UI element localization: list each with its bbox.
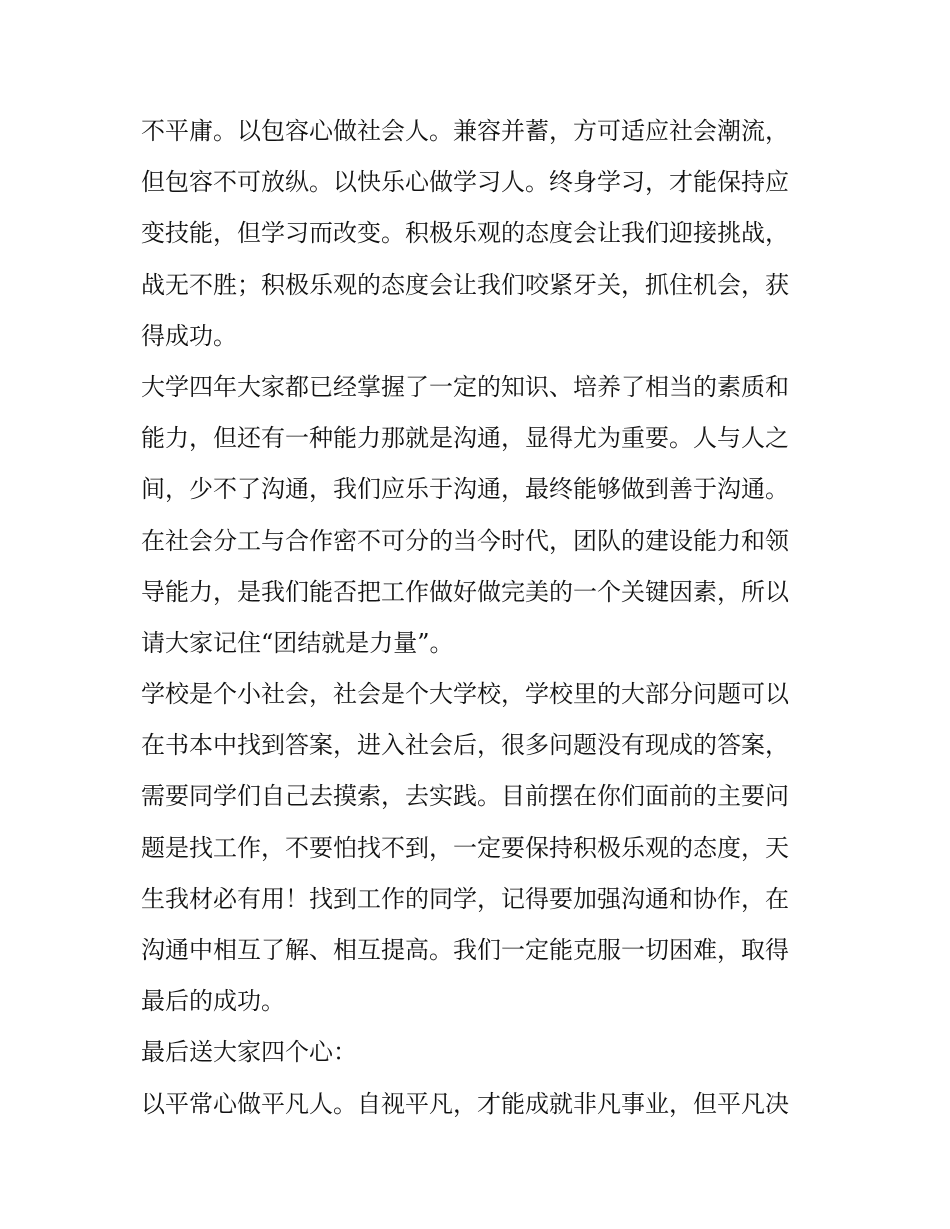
text-line: 不平庸。以包容心做社会人。兼容并蓄，方可适应社会潮流，: [141, 117, 789, 145]
document-body: [141, 106, 821, 1130]
text-line: 大学四年大家都已经掌握了一定的知识、培养了相当的素质和: [141, 372, 789, 401]
text-line: 生我材必有用！找到工作的同学，记得要加强沟通和协作，在: [141, 884, 789, 913]
text-line: 最后送大家四个心：: [141, 1038, 357, 1067]
text-line: 在书本中找到答案，进入社会后，很多问题没有现成的答案，: [141, 731, 789, 760]
text-line: 在社会分工与合作密不可分的当今时代，团队的建设能力和领: [141, 526, 789, 555]
text-line: 请大家记住“团结就是力量”。: [141, 628, 454, 657]
text-line: 得成功。: [141, 321, 237, 350]
text-line: 学校是个小社会，社会是个大学校，学校里的大部分问题可以: [141, 680, 789, 709]
text-line: 最后的成功。: [141, 987, 285, 1016]
text-line: 变技能，但学习而改变。积极乐观的态度会让我们迎接挑战，: [141, 219, 789, 248]
text-line: 间，少不了沟通，我们应乐于沟通，最终能够做到善于沟通。: [141, 475, 789, 504]
text-line: 战无不胜；积极乐观的态度会让我们咬紧牙关，抓住机会，获: [141, 270, 789, 299]
text-line: 能力，但还有一种能力那就是沟通，显得尤为重要。人与人之: [141, 424, 789, 453]
text-line: 需要同学们自己去摸索，去实践。目前摆在你们面前的主要问: [141, 782, 789, 811]
text-line: 以平常心做平凡人。自视平凡，才能成就非凡事业，但平凡决: [141, 1089, 789, 1118]
text-line: 沟通中相互了解、相互提高。我们一定能克服一切困难，取得: [141, 936, 789, 964]
text-line: 导能力，是我们能否把工作做好做完美的一个关键因素，所以: [141, 577, 789, 606]
text-line: 但包容不可放纵。以快乐心做学习人。终身学习，才能保持应: [141, 168, 789, 197]
text-line: 题是找工作，不要怕找不到，一定要保持积极乐观的态度，天: [141, 833, 789, 862]
